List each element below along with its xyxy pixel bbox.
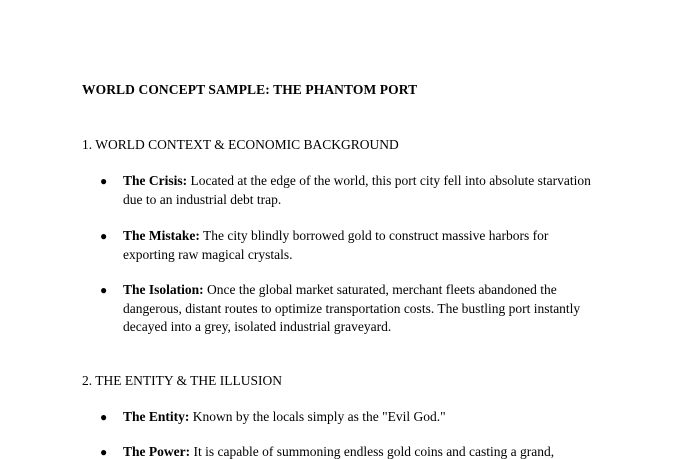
section-heading-entity-illusion: 2. THE ENTITY & THE ILLUSION <box>82 373 282 388</box>
bullet-body: It is capable of summoning endless gold coins and casting a grand, <box>193 444 555 459</box>
bullet-body: Located at the edge of the world, this port city fell into absolute starvation due to an industrial debt trap. <box>123 173 591 207</box>
bullet-body: Known by the locals simply as the "Evil God." <box>192 409 446 424</box>
bullet-dot-icon: ● <box>100 229 108 243</box>
bullet-dot-icon: ● <box>100 174 108 188</box>
bullet-term: The Isolation: <box>123 282 204 297</box>
bullet-term: The Mistake: <box>123 228 200 243</box>
bullet-dot-icon: ● <box>100 410 108 424</box>
bullet-term: The Entity: <box>123 409 190 424</box>
bullet-text <box>123 172 600 209</box>
bullet-text <box>123 281 600 337</box>
bullet-term: The Power: <box>123 444 191 459</box>
bullet-dot-icon: ● <box>100 445 108 459</box>
bullet-body: The city blindly borrowed gold to construct massive harbors for exporting raw magical crystals. <box>123 228 549 262</box>
bullet-text <box>123 227 600 264</box>
bullet-text <box>123 408 600 427</box>
bullet-body: Once the global market saturated, merchant fleets abandoned the dangerous, distant routes to optimize transportation costs. The bustling port instantly decayed into a grey, isolated industrial graveyard. <box>123 282 581 334</box>
bullet-dot-icon: ● <box>100 283 108 297</box>
document-title: WORLD CONCEPT SAMPLE: THE PHANTOM PORT <box>82 82 418 97</box>
bullet-text <box>123 443 600 459</box>
bullet-term: The Crisis: <box>123 173 188 188</box>
section-heading-world-context: 1. WORLD CONTEXT & ECONOMIC BACKGROUND <box>82 137 399 152</box>
